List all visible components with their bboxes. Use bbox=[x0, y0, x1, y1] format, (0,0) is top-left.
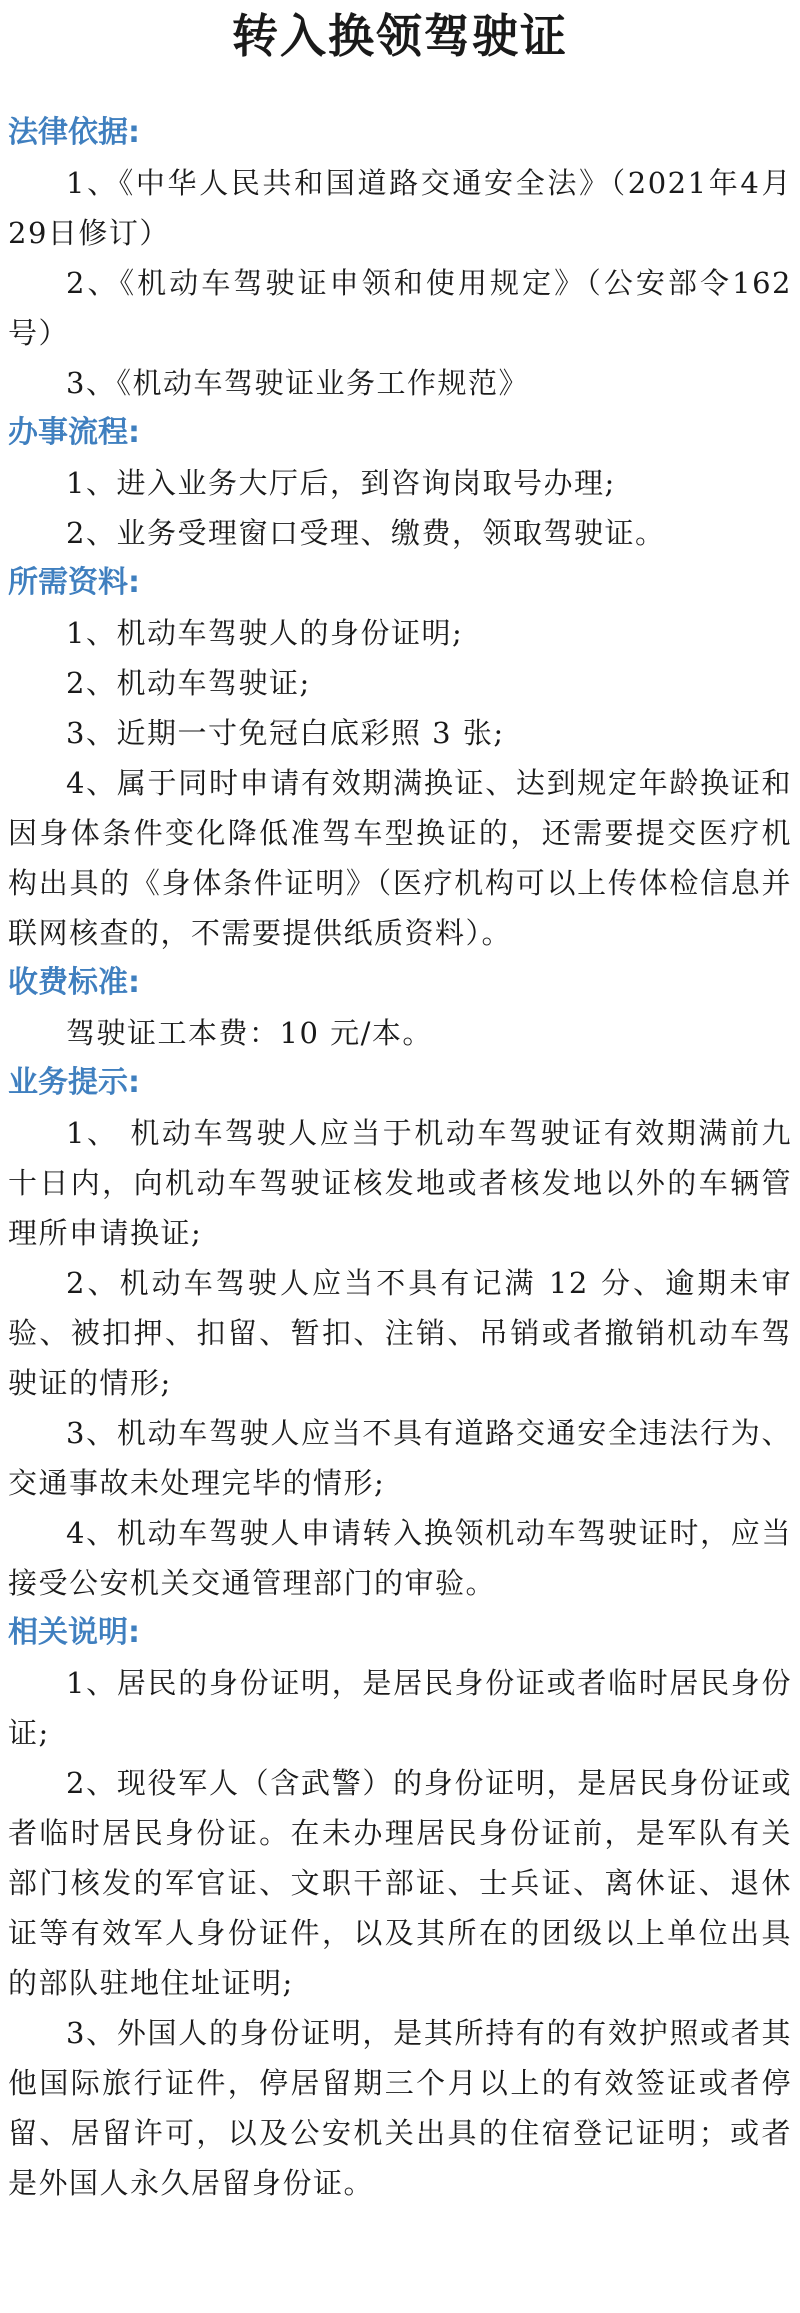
paragraph: 2、机动车驾驶证; bbox=[66, 666, 311, 700]
paragraph: 2、业务受理窗口受理、缴费，领取驾驶证。 bbox=[66, 516, 666, 550]
paragraph: 3、机动车驾驶人应当不具有道路交通安全违法行为、交通事故未处理完毕的情形; bbox=[8, 1416, 792, 1500]
paragraph: 4、属于同时申请有效期满换证、达到规定年龄换证和因身体条件变化降低准驾车型换证的，还需要提交医疗机构出具的《身体条件证明》（医疗机构可以上传体检信息并联网核查的，不需要提供纸质资料）。 bbox=[8, 766, 792, 950]
paragraph: 驾驶证工本费：10 元/本。 bbox=[66, 1016, 433, 1050]
paragraph: 1、机动车驾驶人的身份证明; bbox=[66, 616, 464, 650]
paragraph: 1、进入业务大厅后，到咨询岗取号办理; bbox=[66, 466, 616, 500]
section-related-notes bbox=[8, 1608, 792, 2208]
paragraph: 2、现役军人（含武警）的身份证明，是居民身份证或者临时居民身份证。在未办理居民身份证前，是军队有关部门核发的军官证、文职干部证、士兵证、离休证、退休证等有效军人身份证件，以及其所在的团级以上单位出具的部队驻地住址证明; bbox=[8, 1766, 792, 2000]
section-heading: 办事流程: bbox=[8, 415, 140, 450]
section-required-materials bbox=[8, 558, 792, 958]
paragraph: 4、机动车驾驶人申请转入换领机动车驾驶证时，应当接受公安机关交通管理部门的审验。 bbox=[8, 1516, 792, 1600]
paragraph: 2、《机动车驾驶证申领和使用规定》（公安部令162号） bbox=[8, 266, 792, 350]
page-title: 转入换领驾驶证 bbox=[232, 9, 568, 63]
paragraph: 3、近期一寸免冠白底彩照 3 张; bbox=[66, 716, 505, 750]
section-heading: 相关说明: bbox=[8, 1615, 140, 1650]
section-heading: 法律依据: bbox=[8, 115, 140, 150]
section-heading: 业务提示: bbox=[8, 1065, 140, 1100]
section-heading: 所需资料: bbox=[8, 565, 140, 600]
section-heading: 收费标准: bbox=[8, 965, 140, 1000]
paragraph: 3、外国人的身份证明，是其所持有的有效护照或者其他国际旅行证件，停居留期三个月以上的有效签证或者停留、居留许可，以及公安机关出具的住宿登记证明；或者是外国人永久居留身份证。 bbox=[8, 2016, 792, 2200]
section-procedure bbox=[8, 408, 792, 558]
section-legal-basis bbox=[8, 108, 792, 408]
paragraph: 2、机动车驾驶人应当不具有记满 12 分、逾期未审验、被扣押、扣留、暂扣、注销、吊销或者撤销机动车驾驶证的情形; bbox=[8, 1266, 792, 1400]
section-fee-standard bbox=[8, 958, 792, 1058]
paragraph: 3、《机动车驾驶证业务工作规范》 bbox=[66, 366, 529, 400]
paragraph: 1、《中华人民共和国道路交通安全法》（2021年4月29日修订） bbox=[8, 166, 792, 250]
paragraph: 1、 机动车驾驶人应当于机动车驾驶证有效期满前九十日内，向机动车驾驶证核发地或者核发地以外的车辆管理所申请换证; bbox=[8, 1116, 792, 1250]
paragraph: 1、居民的身份证明，是居民身份证或者临时居民身份证; bbox=[8, 1666, 792, 1750]
section-business-tips bbox=[8, 1058, 792, 1608]
